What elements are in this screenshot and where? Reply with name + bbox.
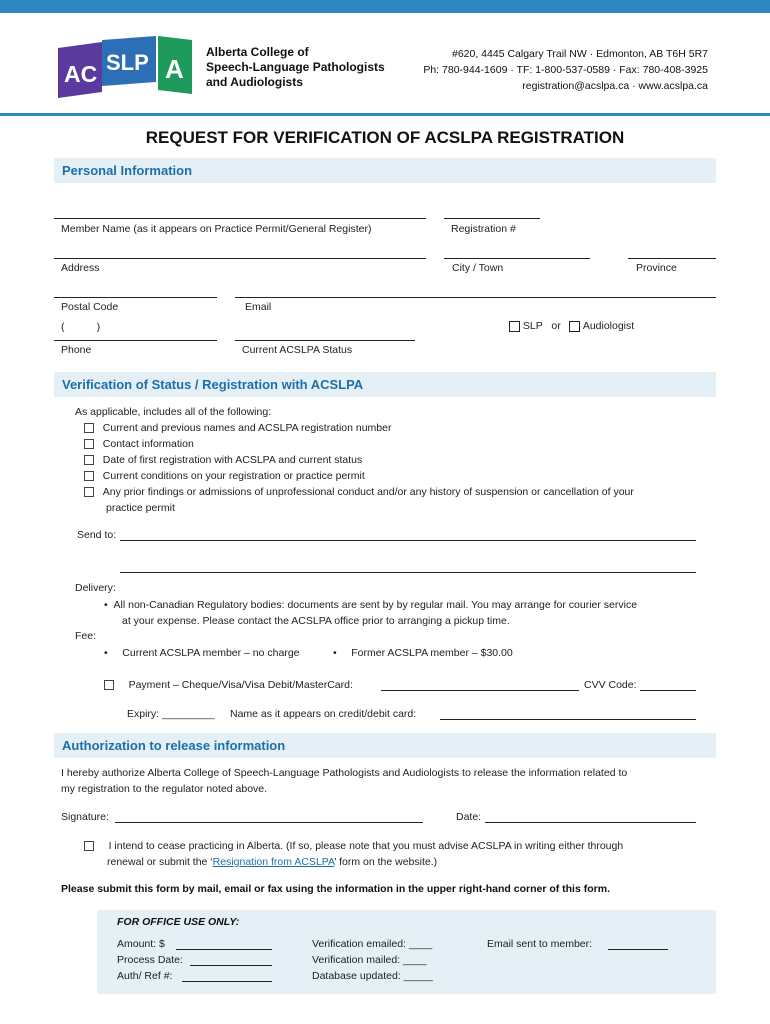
send-to-label: Send to: bbox=[77, 529, 117, 541]
list-item: Current conditions on your registration or practice permit bbox=[84, 468, 714, 484]
city-label: City / Town bbox=[452, 262, 504, 274]
logo-slp-text: SLP bbox=[106, 50, 149, 75]
postal-code-field[interactable] bbox=[54, 297, 217, 298]
list-item: Any prior findings or admissions of unprofessional conduct and/or any history of suspension or cancellation of your bbox=[84, 484, 714, 500]
office-heading: FOR OFFICE USE ONLY: bbox=[117, 916, 240, 928]
province-label: Province bbox=[636, 262, 677, 274]
amount-field[interactable] bbox=[176, 949, 272, 950]
cease-practice-row: I intend to cease practicing in Alberta. (If so, please note that you must advise ACSLPA in writing either through renewal or submit the ‘Resignation from ACSLPA’ form on the website.) bbox=[84, 838, 704, 870]
submit-instructions: Please submit this form by mail, email or fax using the information in the upper right-hand corner of this form. bbox=[61, 883, 610, 895]
logo-ac-text: AC bbox=[64, 61, 98, 87]
office-col-1: Amount: $ Process Date: Auth/ Ref #: bbox=[117, 938, 183, 982]
delivery-label: Delivery: bbox=[75, 582, 116, 594]
authorization-section bbox=[54, 733, 716, 758]
verification-section bbox=[54, 372, 716, 397]
delivery-text: • All non-Canadian Regulatory bodies: documents are sent by by regular mail. You may arrange for courier service at your expense. Please contact the ACSLPA office prior to arranging a pickup time. bbox=[104, 599, 638, 627]
date-label: Date: bbox=[456, 811, 482, 823]
send-to-line-1[interactable] bbox=[120, 540, 696, 541]
verification-heading: Verification of Status / Registration with ACSLPA bbox=[62, 377, 364, 392]
slp-checkbox[interactable] bbox=[509, 321, 520, 332]
list-item: Current and previous names and ACSLPA registration number bbox=[84, 420, 714, 436]
fee-member: • Current ACSLPA member – no charge bbox=[104, 647, 300, 659]
logo-a-text: A bbox=[165, 54, 184, 84]
personal-info-heading: Personal Information bbox=[62, 163, 193, 178]
status-label: Current ACSLPA Status bbox=[242, 344, 353, 356]
status-field[interactable] bbox=[235, 340, 415, 341]
cvv-field[interactable] bbox=[640, 690, 696, 691]
header-separator bbox=[0, 113, 770, 116]
payment-row: Payment – Cheque/Visa/Visa Debit/MasterCard: bbox=[104, 677, 353, 693]
signature-label: Signature: bbox=[61, 811, 109, 823]
db-updated: Database updated: _____ bbox=[312, 970, 433, 982]
expiry-label: Expiry: _________ bbox=[127, 708, 215, 720]
list-item: Contact information bbox=[84, 436, 714, 452]
member-name-label: Member Name (as it appears on Practice Permit/General Register) bbox=[61, 223, 372, 235]
fee-former: • Former ACSLPA member – $30.00 bbox=[333, 647, 513, 659]
contact-email-web: registration@acslpa.ca · www.acslpa.ca bbox=[522, 80, 708, 92]
phone-label: Phone bbox=[61, 344, 92, 356]
payment-checkbox[interactable] bbox=[104, 680, 114, 690]
fee-label: Fee: bbox=[75, 630, 97, 642]
registration-label: Registration # bbox=[451, 223, 516, 235]
expiry-field[interactable]: _________ bbox=[162, 708, 215, 720]
checkbox-icon bbox=[84, 439, 94, 449]
auth-ref-field[interactable] bbox=[182, 981, 272, 982]
member-name-field[interactable] bbox=[54, 218, 426, 219]
authorization-heading: Authorization to release information bbox=[62, 738, 286, 753]
address-field[interactable] bbox=[54, 258, 426, 259]
organization-name: Alberta College of Speech-Language Pathologists and Audiologists bbox=[206, 45, 385, 89]
phone-area-code: ( ) bbox=[61, 321, 101, 333]
authorization-text: I hereby authorize Alberta College of Speech-Language Pathologists and Audiologists to release the information related to my registration to the regulator noted above. bbox=[61, 767, 628, 795]
payment-field[interactable] bbox=[381, 690, 579, 691]
contact-phone: Ph: 780-944-1609 · TF: 1-800-537-0589 · Fax: 780-408-3925 bbox=[423, 64, 708, 76]
personal-info-section bbox=[54, 158, 716, 183]
checkbox-icon bbox=[84, 423, 94, 433]
or-label: or bbox=[551, 320, 561, 332]
verif-emailed: Verification emailed: ____ bbox=[312, 938, 433, 950]
card-name-field[interactable] bbox=[440, 719, 696, 720]
cease-checkbox[interactable] bbox=[84, 841, 94, 851]
checkbox-icon bbox=[84, 487, 94, 497]
cvv-label: CVV Code: bbox=[584, 679, 637, 691]
date-field[interactable] bbox=[485, 822, 696, 823]
verification-intro: As applicable, includes all of the following: bbox=[75, 406, 272, 418]
postal-code-label: Postal Code bbox=[61, 301, 119, 313]
contact-address: #620, 4445 Calgary Trail NW · Edmonton, AB T6H 5R7 bbox=[451, 48, 708, 60]
email-sent-label: Email sent to member: bbox=[487, 938, 593, 950]
checkbox-icon bbox=[84, 455, 94, 465]
phone-field[interactable] bbox=[54, 340, 217, 341]
verif-mailed: Verification mailed: ____ bbox=[312, 954, 427, 966]
email-label: Email bbox=[245, 301, 272, 313]
slp-label: SLP bbox=[522, 320, 543, 332]
top-accent-bar bbox=[0, 0, 770, 13]
email-field[interactable] bbox=[235, 297, 716, 298]
profession-choice bbox=[509, 320, 634, 332]
address-label: Address bbox=[61, 262, 100, 274]
page-title: REQUEST FOR VERIFICATION OF ACSLPA REGISTRATION bbox=[145, 128, 625, 147]
registration-field[interactable] bbox=[444, 218, 540, 219]
card-name-label: Name as it appears on credit/debit card: bbox=[230, 708, 417, 720]
send-to-line-2[interactable] bbox=[120, 572, 696, 573]
checkbox-icon bbox=[84, 471, 94, 481]
process-date-field[interactable] bbox=[190, 965, 272, 966]
province-field[interactable] bbox=[628, 258, 716, 259]
city-field[interactable] bbox=[444, 258, 590, 259]
contact-info bbox=[423, 46, 708, 94]
email-sent-field[interactable] bbox=[608, 949, 668, 950]
list-item: Date of first registration with ACSLPA and current status bbox=[84, 452, 714, 468]
office-col-2 bbox=[312, 936, 433, 984]
acslpa-logo bbox=[56, 34, 196, 100]
audiologist-checkbox[interactable] bbox=[569, 321, 580, 332]
signature-field[interactable] bbox=[115, 822, 423, 823]
audiologist-label: Audiologist bbox=[582, 320, 635, 332]
resignation-link[interactable]: Resignation from ACSLPA bbox=[212, 856, 335, 868]
verification-list: Current and previous names and ACSLPA registration number Contact information Date of first registration with ACSLPA and current status Current conditions on your registration or practice permit Any prior findings or admissions of unprofessional conduct and/or any history of suspension or cancellation of your practice permit bbox=[84, 420, 714, 516]
